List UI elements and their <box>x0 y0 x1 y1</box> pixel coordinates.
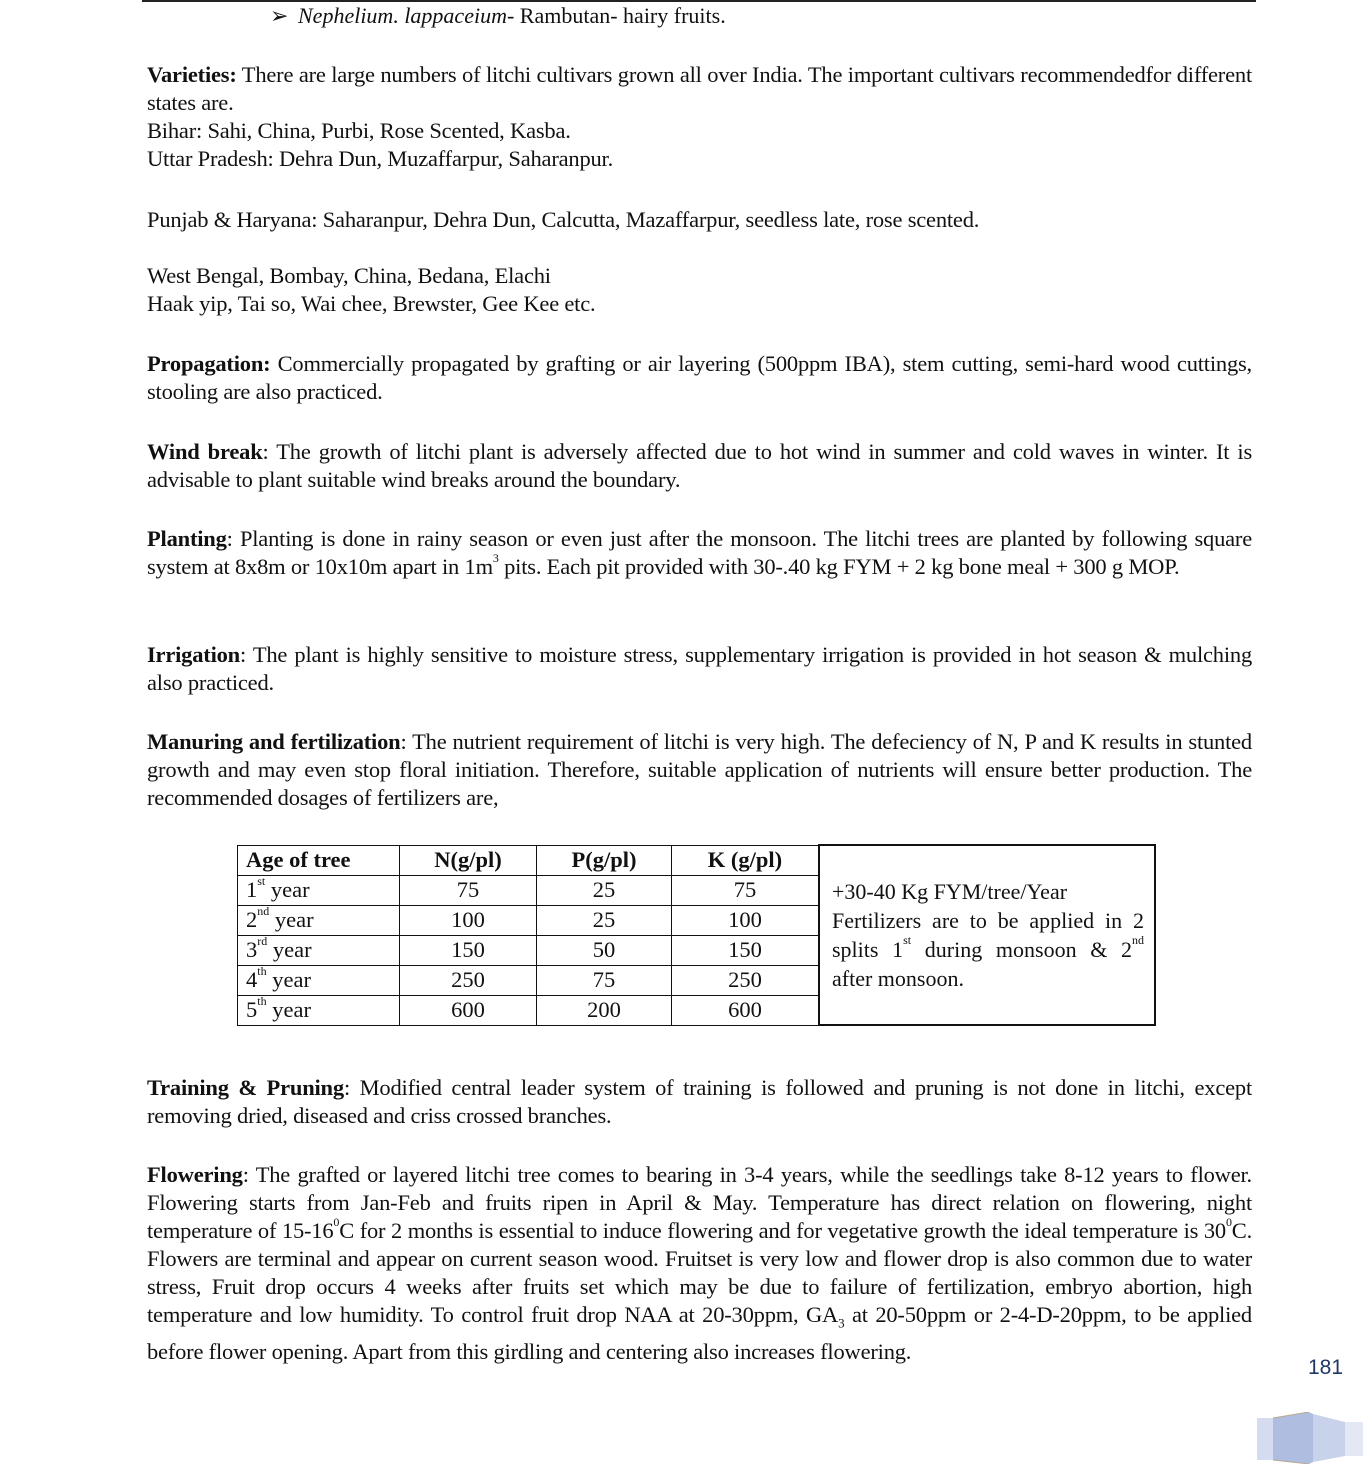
cell-k: 150 <box>672 935 820 965</box>
flowering-text-1: : The grafted or layered litchi tree comes to bearing in 3-4 years, while the seedlings take 8-12 years to flower. Flowering starts from Jan-Feb and fruits ripen in April & May. Temperature has direct relation on flowering, night temperature of 15-16 <box>147 1162 1252 1243</box>
manuring-section <box>147 728 1252 812</box>
note-line2a: Fertilizers are to be applied in 2 splits 1 <box>832 908 1144 962</box>
varieties-heading: Varieties: <box>147 62 237 87</box>
note-line2b: during monsoon & 2 <box>911 937 1132 962</box>
age-num: 1 <box>246 877 258 902</box>
age-num: 5 <box>246 997 258 1022</box>
species-desc: - Rambutan- hairy fruits. <box>506 3 726 28</box>
cell-n: 75 <box>400 875 537 905</box>
cell-n: 150 <box>400 935 537 965</box>
species-name: Nephelium. lappaceium <box>298 3 507 28</box>
propagation-section <box>147 350 1252 406</box>
planting-text-a: : Planting is done in rainy season or even just after the monsoon. The litchi trees are planted by following square system at 8x8m or 10x10m apart in 1m <box>147 526 1252 579</box>
training-text: : Modified central leader system of training is followed and pruning is not done in litchi, except removing dried, diseased and criss crossed branches. <box>147 1075 1252 1128</box>
cell-p: 50 <box>537 935 672 965</box>
header-n: N(g/pl) <box>400 845 537 875</box>
fertilizer-note <box>819 845 1155 1025</box>
cell-n: 600 <box>400 995 537 1025</box>
manuring-text: : The nutrient requirement of litchi is very high. The defeciency of N, P and K results in stunted growth and may even stop floral initiation. Therefore, suitable application of nutrients will ensure better production. The recommended dosages of fertilizers are, <box>147 729 1252 810</box>
varieties-exotic: Haak yip, Tai so, Wai chee, Brewster, Gee Kee etc. <box>147 291 596 316</box>
cell-k: 75 <box>672 875 820 905</box>
flowering-text-3: C. Flowers are terminal and appear on current season wood. Fruitset is very low and flower drop is also common due to water stress, Fruit drop occurs 4 weeks after fruits set which may be due to failure of fertilization, embryo abortion, high temperature and low humidity. To control fruit drop NAA at 20-30ppm, GA <box>147 1218 1252 1327</box>
degree-sup-1: 0 <box>333 1215 340 1229</box>
irrigation-heading: Irrigation <box>147 642 240 667</box>
varieties-intro: There are large numbers of litchi cultivars grown all over India. The important cultivars recommendedfor different states are. <box>147 62 1252 115</box>
irrigation-text: : The plant is highly sensitive to moisture stress, supplementary irrigation is provided in hot season & mulching also practiced. <box>147 642 1252 695</box>
cell-age <box>238 905 400 935</box>
planting-section <box>147 525 1252 581</box>
age-label: year <box>266 967 311 992</box>
age-sup: st <box>257 874 266 888</box>
header-p: P(g/pl) <box>537 845 672 875</box>
training-section <box>147 1074 1252 1130</box>
age-sup: nd <box>257 904 270 918</box>
cell-p: 75 <box>537 965 672 995</box>
note-sup2: nd <box>1132 933 1144 947</box>
varieties-section <box>147 61 1252 173</box>
table-header-row <box>238 845 1156 875</box>
planting-sup: 3 <box>492 551 499 565</box>
manuring-heading: Manuring and fertilization <box>147 729 401 754</box>
age-label: year <box>269 907 314 932</box>
flowering-text-2: C for 2 months is essential to induce flowering and for vegetative growth the ideal temperature is 30 <box>339 1218 1226 1243</box>
age-sup: th <box>257 994 267 1008</box>
cell-p: 25 <box>537 905 672 935</box>
planting-heading: Planting <box>147 526 227 551</box>
header-age: Age of tree <box>238 845 400 875</box>
flowering-section <box>147 1161 1252 1366</box>
cell-k: 100 <box>672 905 820 935</box>
age-num: 2 <box>246 907 258 932</box>
varieties-bihar: Bihar: Sahi, China, Purbi, Rose Scented, Kasba. <box>147 118 571 143</box>
windbreak-text: : The growth of litchi plant is adversely affected due to hot wind in summer and cold waves in winter. It is advisable to plant suitable wind breaks around the boundary. <box>147 439 1253 492</box>
age-num: 3 <box>246 937 258 962</box>
note-sup1: st <box>903 933 912 947</box>
cell-age <box>238 995 400 1025</box>
cell-n: 250 <box>400 965 537 995</box>
cell-k: 600 <box>672 995 820 1025</box>
header-k: K (g/pl) <box>672 845 820 875</box>
propagation-text: Commercially propagated by grafting or air layering (500ppm IBA), stem cutting, semi-hard wood cuttings, stooling are also practiced. <box>147 351 1252 404</box>
bullet-rambutan <box>270 3 726 29</box>
cell-p: 25 <box>537 875 672 905</box>
irrigation-section <box>147 641 1252 697</box>
cell-age <box>238 965 400 995</box>
varieties-up: Uttar Pradesh: Dehra Dun, Muzaffarpur, Saharanpur. <box>147 146 614 171</box>
page-number: 181 <box>1308 1356 1344 1379</box>
age-label: year <box>265 877 310 902</box>
cell-n: 100 <box>400 905 537 935</box>
planting-text-b: pits. Each pit provided with 30-.40 kg FYM + 2 kg bone meal + 300 g MOP. <box>498 554 1180 579</box>
propagation-heading: Propagation: <box>147 351 271 376</box>
top-rule <box>142 0 1256 2</box>
windbreak-heading: Wind break <box>147 439 263 464</box>
degree-sup-2: 0 <box>1225 1215 1232 1229</box>
page-corner-decoration-icon <box>1257 1412 1363 1464</box>
arrow-bullet-icon: ➢ <box>270 3 289 28</box>
fertilizer-table <box>237 844 1156 1026</box>
note-line2c: after monsoon. <box>832 966 964 991</box>
age-sup: rd <box>257 934 268 948</box>
cell-age <box>238 935 400 965</box>
windbreak-section <box>147 438 1252 494</box>
flowering-text-4: at 20-50ppm or 2-4-D-20ppm, to be applied before flower opening. Apart from this girdling and centering also increases flowering. <box>147 1302 1252 1364</box>
age-sup: th <box>257 964 267 978</box>
age-label: year <box>266 997 311 1022</box>
training-heading: Training & Pruning <box>147 1075 344 1100</box>
age-num: 4 <box>246 967 258 992</box>
cell-k: 250 <box>672 965 820 995</box>
ga-subscript: 3 <box>838 1315 845 1331</box>
varieties-wb: West Bengal, Bombay, China, Bedana, Elachi <box>147 263 551 288</box>
cell-age <box>238 875 400 905</box>
varieties-other <box>147 262 1252 318</box>
flowering-heading: Flowering <box>147 1162 243 1187</box>
note-line1: +30-40 Kg FYM/tree/Year <box>832 879 1068 904</box>
varieties-punjab: Punjab & Haryana: Saharanpur, Dehra Dun, Calcutta, Mazaffarpur, seedless late, rose scented. <box>147 207 980 232</box>
cell-p: 200 <box>537 995 672 1025</box>
age-label: year <box>267 937 312 962</box>
